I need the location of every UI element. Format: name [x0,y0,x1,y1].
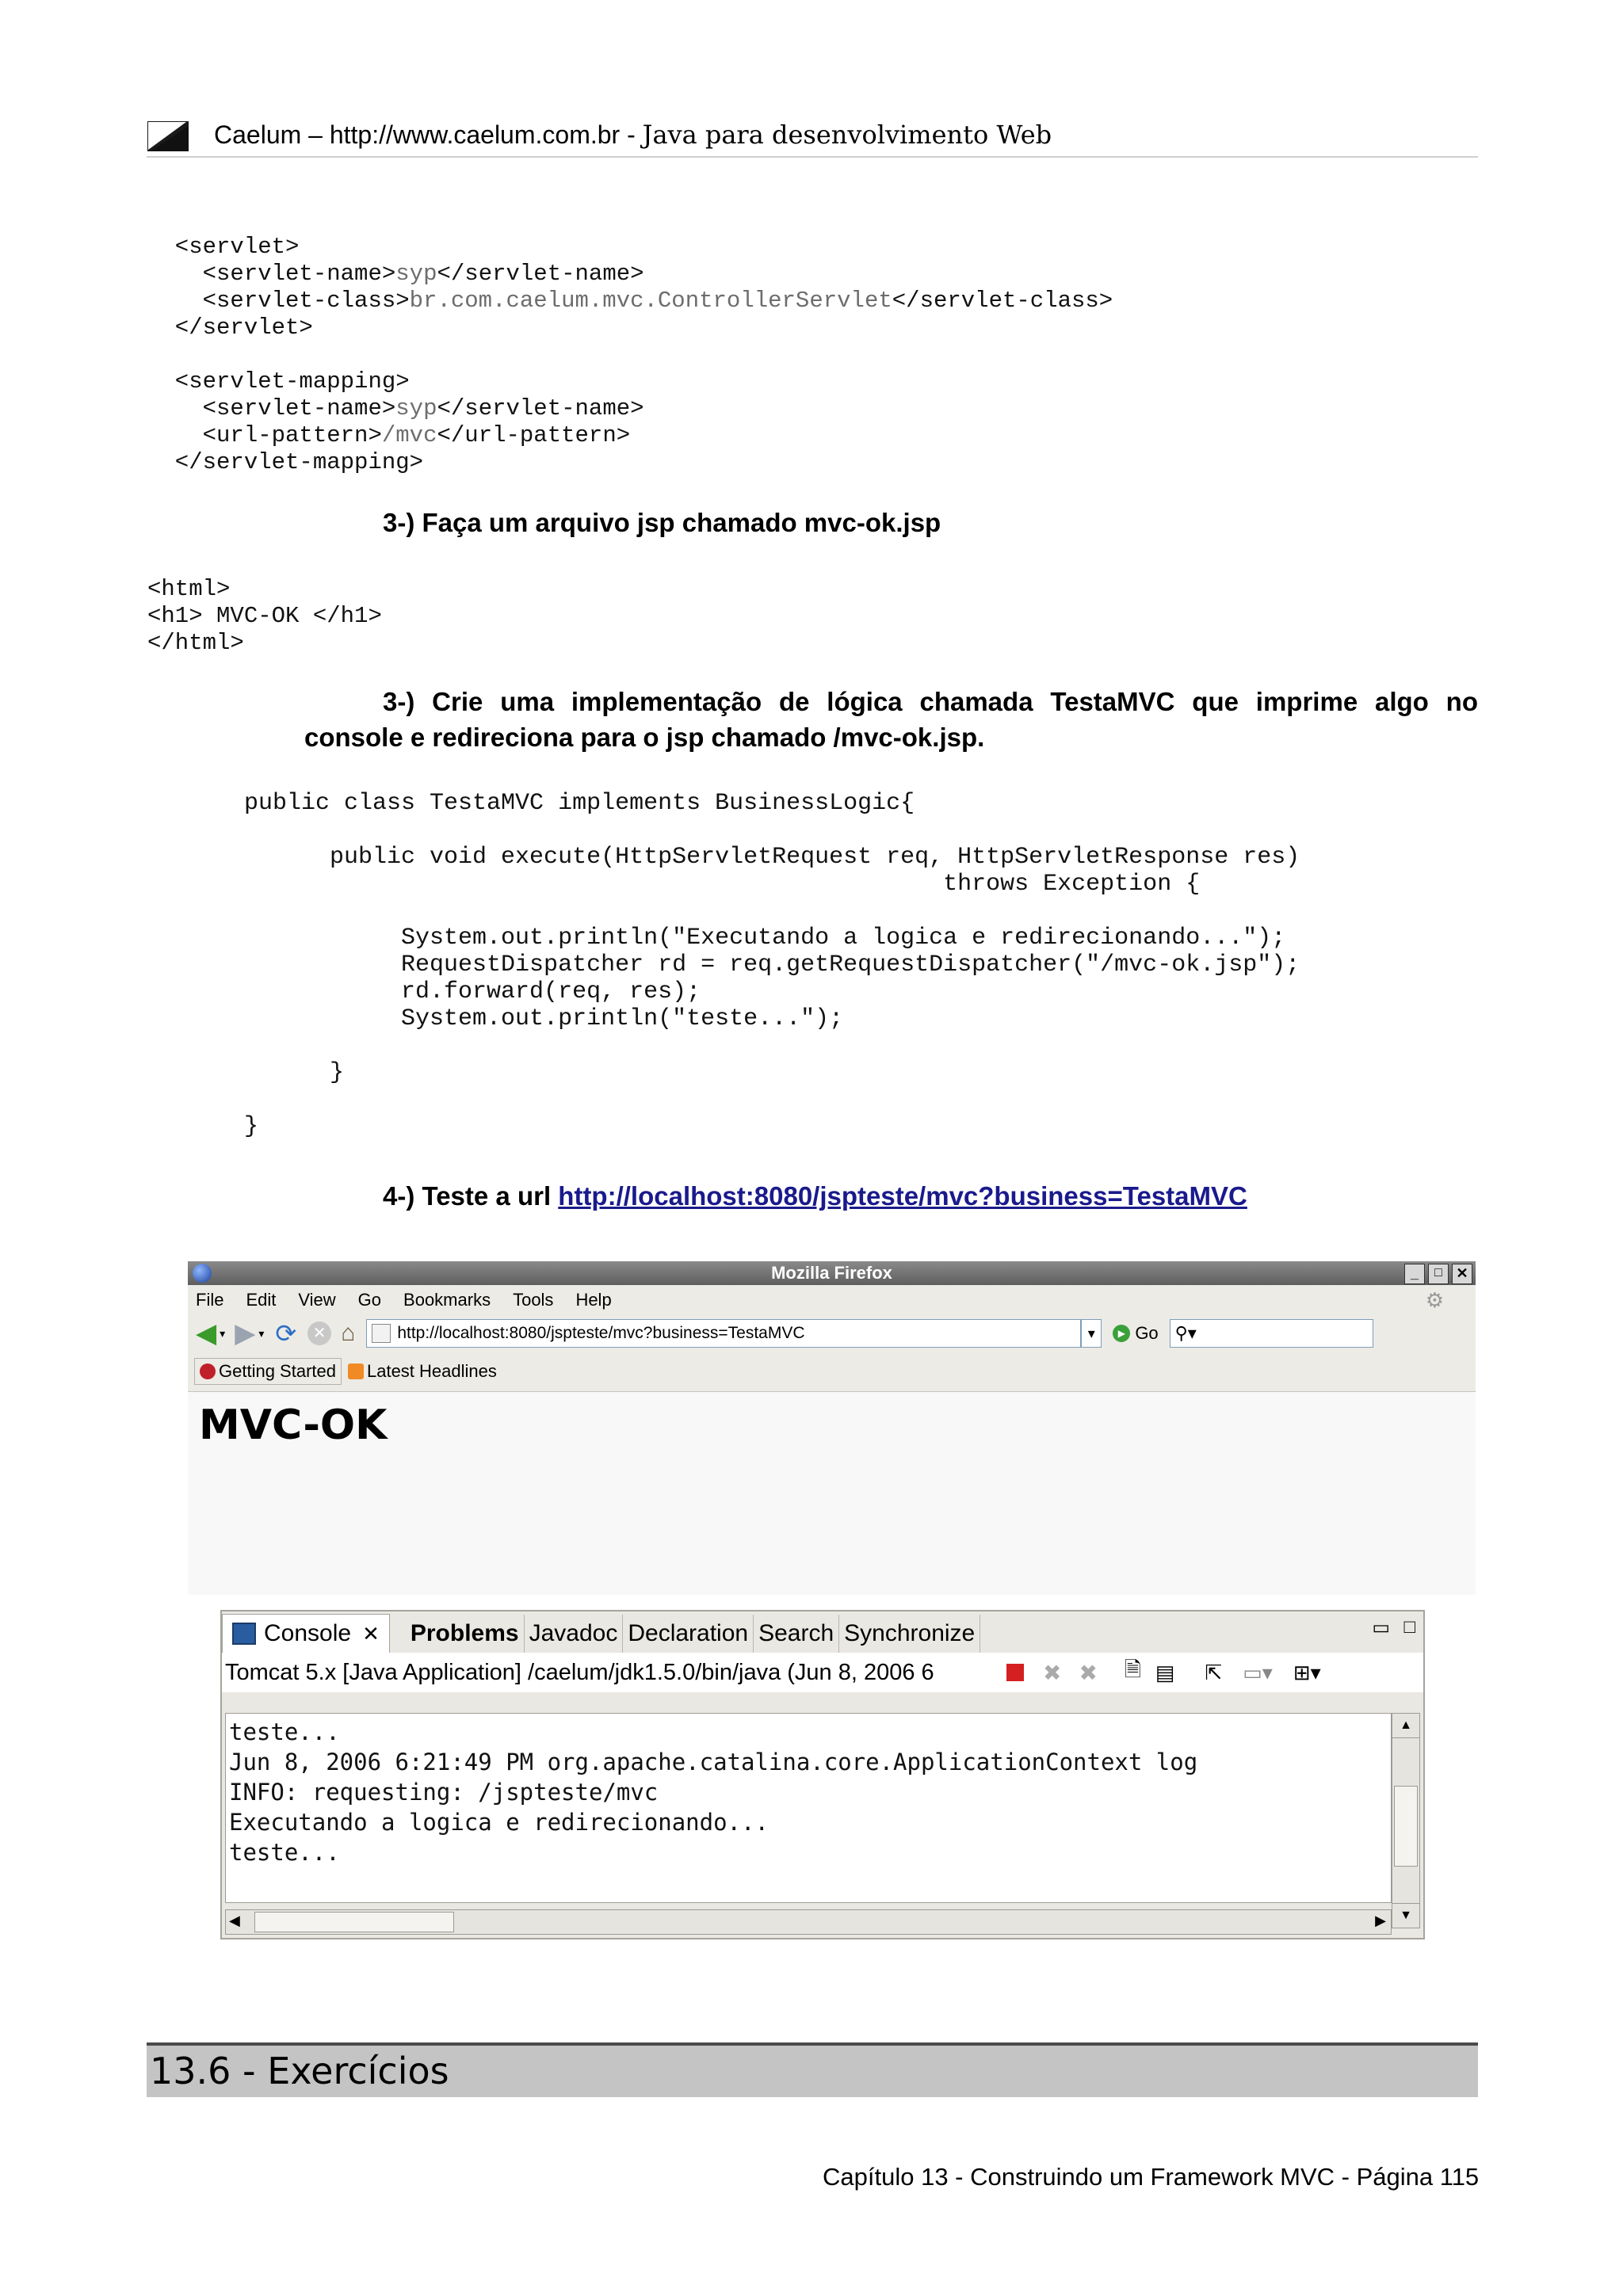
minimize-button[interactable]: _ [1404,1264,1425,1284]
display-console-icon[interactable]: ▭▾ [1243,1660,1273,1684]
code-line: System.out.println("teste..."); [244,1005,844,1032]
tab-javadoc[interactable] [525,1615,624,1653]
vertical-scrollbar[interactable] [1392,1713,1420,1928]
step-3b-line2: console e redireciona para o jsp chamado /mvc-ok.jsp. [304,723,985,752]
step-4-label: 4-) Teste a url [383,1181,559,1211]
scroll-up-icon[interactable]: ▲ [1392,1714,1419,1738]
page-header [214,119,1052,151]
back-dropdown-icon[interactable]: ▾ [220,1326,226,1340]
page-icon [372,1324,391,1343]
code-line: public class TestaMVC implements BusinessLogic{ [244,790,915,817]
menu-go[interactable]: Go [357,1290,382,1310]
menu-edit[interactable]: Edit [246,1290,277,1310]
code-line: RequestDispatcher rd = req.getRequestDispatcher("/mvc-ok.jsp"); [244,952,1300,978]
remove-all-icon[interactable]: ✖ [1079,1660,1098,1685]
search-field[interactable] [1170,1319,1373,1348]
code-line: <html> [147,576,231,602]
code-line: } [244,1059,345,1086]
code-line [244,1032,1300,1059]
firefox-navbar [188,1315,1476,1352]
page-footer: Capítulo 13 - Construindo um Framework MVC - Página 115 [823,2163,1480,2191]
firefox-menubar [188,1285,1476,1315]
code-line: <servlet-class>br.com.caelum.mvc.ControllerServlet</servlet-class> [147,288,1113,314]
minimize-view-icon[interactable]: ▭ [1372,1617,1390,1638]
go-label: Go [1135,1323,1159,1343]
console-line: INFO: requesting: /jspteste/mvc [229,1779,659,1806]
window-controls [1404,1264,1472,1284]
tab-problems[interactable] [390,1615,525,1653]
firefox-titlebar [188,1261,1476,1285]
forward-dropdown-icon[interactable]: ▾ [258,1326,265,1340]
bookmark-label: Latest Headlines [366,1361,497,1381]
tab-declaration[interactable] [623,1615,754,1653]
servlet-config-code [147,234,1113,476]
step-4 [383,1179,1247,1214]
code-line: rd.forward(req, res); [244,978,701,1005]
code-line: <servlet-mapping> [147,368,410,395]
code-line: <servlet> [147,234,300,260]
go-icon: ▶ [1113,1325,1130,1342]
java-code [244,790,1300,1140]
tab-label: Synchronize [844,1620,976,1646]
tab-label: Console [264,1620,352,1646]
tab-console[interactable] [222,1614,390,1653]
close-button[interactable]: ✕ [1452,1264,1472,1284]
scroll-thumb[interactable] [1394,1786,1418,1867]
rss-icon [348,1363,364,1379]
url-field[interactable] [366,1319,1081,1348]
go-button[interactable] [1113,1323,1158,1344]
code-line [147,341,1113,368]
scroll-left-icon[interactable]: ◀ [229,1913,240,1928]
menu-bookmarks[interactable]: Bookmarks [403,1290,491,1310]
step-3a: 3-) Faça um arquivo jsp chamado mvc-ok.jsp [383,508,941,537]
close-tab-icon[interactable]: ✕ [362,1621,380,1646]
maximize-button[interactable]: □ [1428,1264,1449,1284]
code-line: </servlet> [147,315,313,341]
tab-label: Problems [410,1620,519,1646]
home-icon[interactable]: ⌂ [341,1320,356,1346]
stop-icon[interactable]: ✕ [307,1322,331,1345]
code-line: <url-pattern>/mvc</url-pattern> [147,422,631,448]
process-label: Tomcat 5.x [Java Application] /caelum/jdk1.5.0/bin/java (Jun 8, 2006 6 [225,1659,934,1685]
eclipse-console-view [220,1610,1425,1939]
page-heading: MVC-OK [199,1402,388,1449]
tab-label: Declaration [628,1620,749,1646]
remove-launch-icon[interactable]: ✖ [1043,1660,1062,1685]
bookmark-getting-started[interactable] [194,1358,342,1385]
code-line [244,1086,1300,1113]
step-3b-line1: 3-) Crie uma implementação de lógica chamada TestaMVC que imprime algo no [383,687,1478,716]
url-text: http://localhost:8080/jspteste/mvc?business=TestaMVC [397,1324,805,1342]
tab-label: Search [758,1620,834,1646]
window-title: Mozilla Firefox [771,1263,892,1283]
console-toolbar [222,1653,1423,1692]
scroll-down-icon[interactable]: ▼ [1392,1903,1419,1928]
menu-file[interactable]: File [196,1290,224,1310]
throbber-icon: ⚙ [1425,1287,1444,1312]
console-text [226,1714,1391,1867]
firefox-bookmark-icon [200,1363,216,1379]
code-line: </servlet-mapping> [147,449,424,475]
tab-synchronize[interactable] [839,1615,980,1653]
console-icon [232,1623,256,1645]
horizontal-scrollbar[interactable] [225,1909,1392,1935]
code-line: <h1> MVC-OK </h1> [147,603,382,629]
code-line: <servlet-name>syp</servlet-name> [147,395,644,421]
menu-view[interactable]: View [298,1290,336,1310]
back-icon[interactable]: ◀ [196,1318,217,1348]
section-heading [147,2042,1478,2097]
pin-console-icon[interactable]: ⇱ [1205,1660,1223,1684]
header-rule [147,156,1478,158]
code-line: public void execute(HttpServletRequest req, HttpServletResponse res) [244,844,1300,871]
bookmark-label: Getting Started [219,1361,336,1381]
console-line: Executando a logica e redirecionando... [229,1809,769,1836]
code-line: } [244,1113,259,1140]
section-title: 13.6 - Exercícios [150,2050,449,2092]
test-url-link[interactable]: http://localhost:8080/jspteste/mvc?business=TestaMVC [558,1181,1247,1211]
scroll-lock-icon[interactable]: ▤ [1155,1660,1175,1684]
jsp-code [147,576,382,657]
console-line: teste... [229,1718,340,1745]
code-line: throws Exception { [244,871,1201,898]
terminate-icon[interactable] [1006,1664,1024,1681]
bookmarks-toolbar [188,1352,1476,1392]
firefox-window [188,1261,1476,1594]
url-dropdown-icon[interactable]: ▾ [1081,1319,1102,1348]
firefox-page-content [188,1392,1476,1595]
tab-search[interactable] [754,1615,839,1653]
code-line: System.out.println("Executando a logica e redirecionando..."); [244,925,1286,952]
console-line: Jun 8, 2006 6:21:49 PM org.apache.catalina.core.ApplicationContext log [229,1749,1198,1775]
console-output[interactable] [225,1713,1392,1903]
reload-icon[interactable]: ⟳ [275,1319,297,1348]
firefox-globe-icon [193,1264,212,1283]
forward-icon[interactable]: ▶ [235,1318,256,1348]
code-line [244,817,1300,844]
horizontal-scroll-thumb[interactable] [254,1912,454,1932]
header-logo [147,121,189,151]
header-text: Caelum – http://www.caelum.com.br - [214,120,643,149]
clear-console-icon[interactable]: 🗎 [1124,1657,1141,1681]
code-line: <servlet-name>syp</servlet-name> [147,261,644,287]
code-line [244,898,1300,925]
menu-help[interactable]: Help [575,1290,612,1310]
console-line: teste... [229,1839,340,1866]
view-tabs [222,1611,1423,1653]
header-subtitle: Java para desenvolvimento Web [642,120,1052,150]
tab-label: Javadoc [529,1620,618,1646]
open-console-icon[interactable]: ⊞▾ [1293,1660,1321,1684]
code-line: </html> [147,630,244,656]
search-icon: ⚲▾ [1174,1323,1197,1343]
maximize-view-icon[interactable]: □ [1403,1616,1415,1638]
menu-tools[interactable]: Tools [513,1290,554,1310]
scroll-right-icon[interactable]: ▶ [1375,1913,1386,1928]
bookmark-latest-headlines[interactable] [348,1361,497,1382]
